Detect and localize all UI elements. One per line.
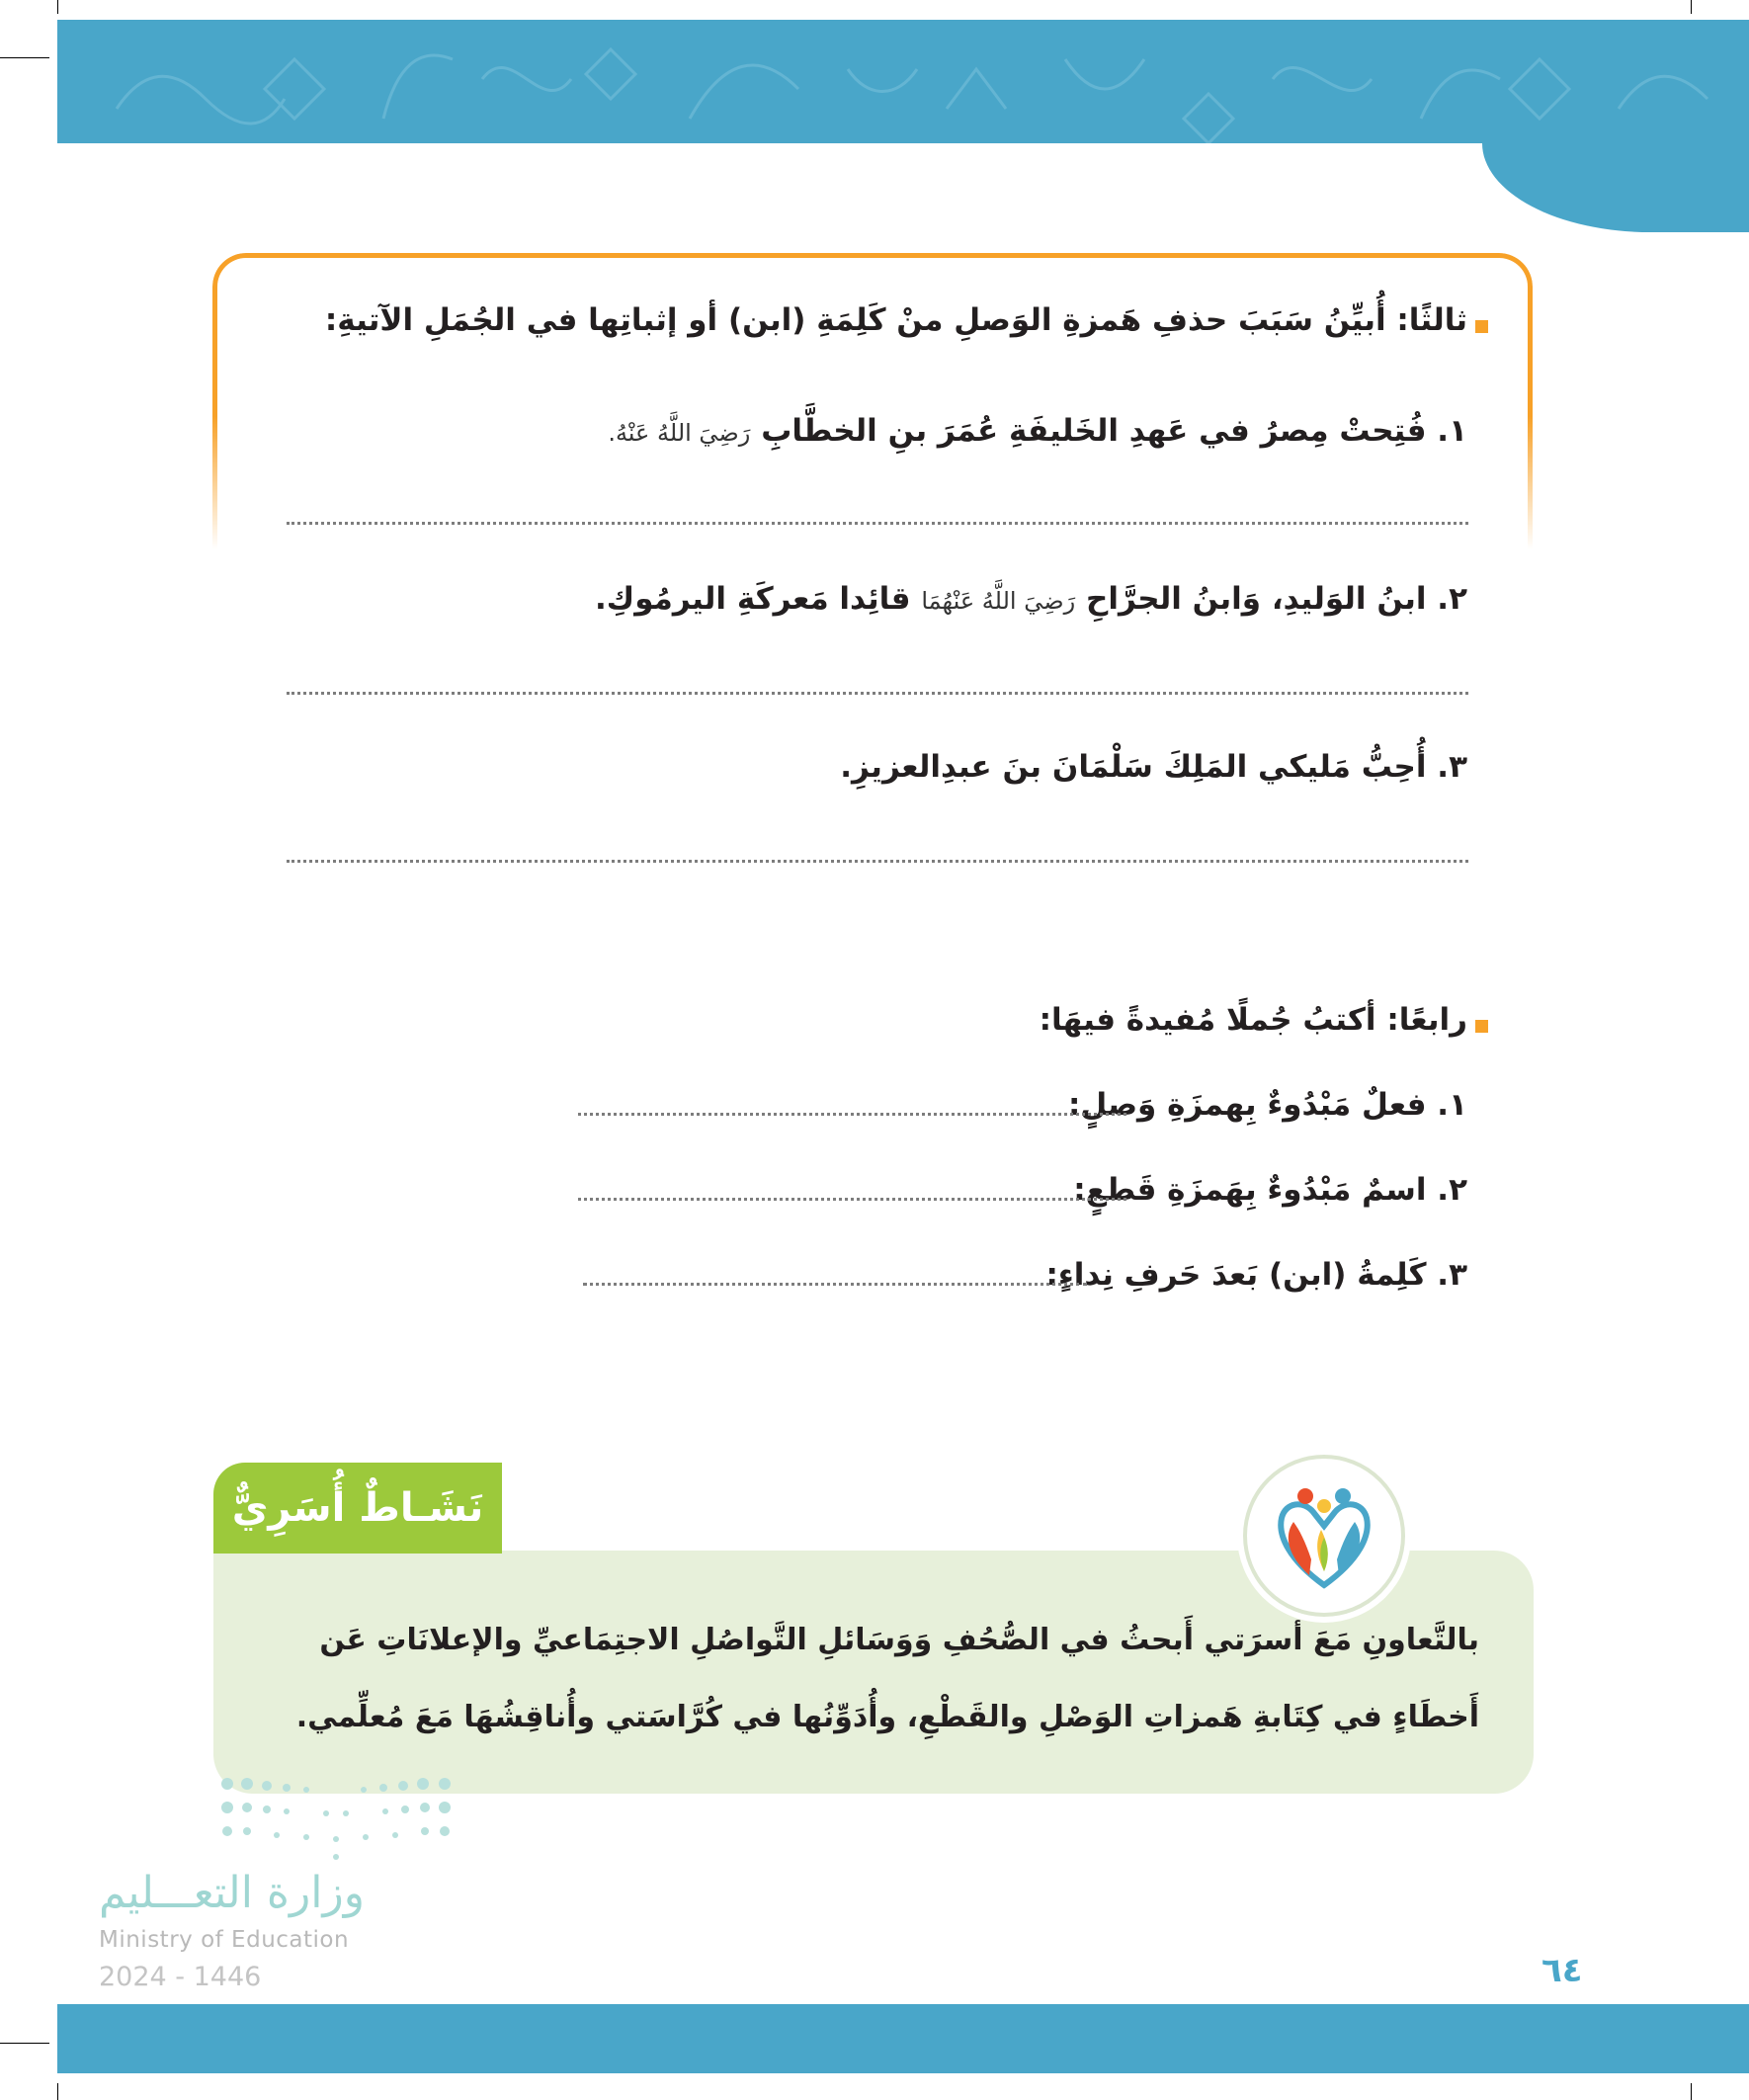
section4-item-1: ١. فعلٌ مَبْدُوءٌ بِهمزَةِ وَصلٍ: [1068, 1087, 1467, 1123]
header-pattern [57, 20, 1749, 143]
answer-line[interactable] [287, 522, 1468, 525]
honorific: رَضِيَ اللَّهُ عَنْهُمَا [921, 587, 1076, 615]
section4-item-3: ٣. كَلِمةُ (ابن) بَعدَ حَرفِ نِداءٍ: [1045, 1257, 1467, 1293]
crop-mark [0, 2043, 49, 2044]
answer-line[interactable] [578, 1198, 1126, 1201]
ministry-year: 2024 - 1446 [99, 1962, 262, 1992]
answer-line[interactable] [287, 860, 1468, 863]
crop-mark [57, 0, 58, 14]
item-text-end: قائِدا مَعركَةِ اليرمُوكِ. [595, 581, 911, 617]
item-text: ٢. ابنُ الوَليدِ، وَابنُ الجرَّاحِ [1085, 581, 1467, 617]
ministry-name-ar: وزارة التعـــليم [99, 1868, 365, 1918]
section4-item-2: ٢. اسمٌ مَبْدُوءٌ بِهَمزَةِ قَطعٍ: [1073, 1172, 1467, 1208]
family-icon [1243, 1455, 1405, 1617]
answer-line[interactable] [578, 1113, 1126, 1116]
item-text: ٣. أُحِبُّ مَليكي المَلِكَ سَلْمَانَ بنَ عبدِالعزيزِ. [840, 749, 1467, 785]
crop-mark [0, 57, 49, 58]
answer-line[interactable] [287, 692, 1468, 695]
crop-mark [57, 2083, 58, 2100]
section3-bullet [1475, 320, 1488, 333]
section3-item-1 [608, 413, 1467, 449]
section3-heading: ثالثًا: أُبيِّنُ سَبَبَ حذفِ هَمزةِ الوَصلِ منْ كَلِمَةِ (ابن) أو إثباتِها في الجُمَلِ الآتيةِ: [324, 302, 1467, 338]
header-banner [57, 20, 1749, 143]
footer-bar [57, 2004, 1749, 2073]
answer-line[interactable] [583, 1283, 1087, 1286]
family-activity-text: بالتَّعاونِ مَعَ أسرَتي أَبحثُ في الصُّحُفِ وَوَسَائلِ التَّواصُلِ الاجتِمَاعيِّ والإعلانَاتِ عَن أَخطَاءٍ في كِتَابةِ هَمزاتِ الوَصْلِ والقَطْعِ، وأُدَوِّنُها في كُرَّاسَتي وأُناقِشُهَا مَعَ مُعلِّمي. [295, 1623, 1479, 1734]
section3-item-2 [595, 581, 1467, 617]
item-text: ١. فُتِحتْ مِصرُ في عَهدِ الخَليفَةِ عُمَرَ بنِ الخطَّابِ [761, 413, 1467, 449]
crop-mark [1691, 0, 1692, 14]
exercise-frame [212, 253, 1533, 549]
section4-heading: رابعًا: أكتبُ جُملًا مُفيدةً فيهَا: [1039, 1002, 1467, 1038]
family-activity-tab: نَشَـاطٌ أُسَرِيٌّ [213, 1463, 502, 1554]
section4-bullet [1475, 1020, 1488, 1033]
section3-item-3 [840, 749, 1467, 785]
dots-pattern [215, 1772, 462, 1861]
family-heart-icon [1270, 1476, 1378, 1595]
ministry-name-en: Ministry of Education [99, 1927, 350, 1953]
page-number: ٦٤ [1541, 1951, 1583, 1990]
honorific: رَضِيَ اللَّهُ عَنْهُ. [608, 419, 751, 447]
crop-mark [1691, 2083, 1692, 2100]
